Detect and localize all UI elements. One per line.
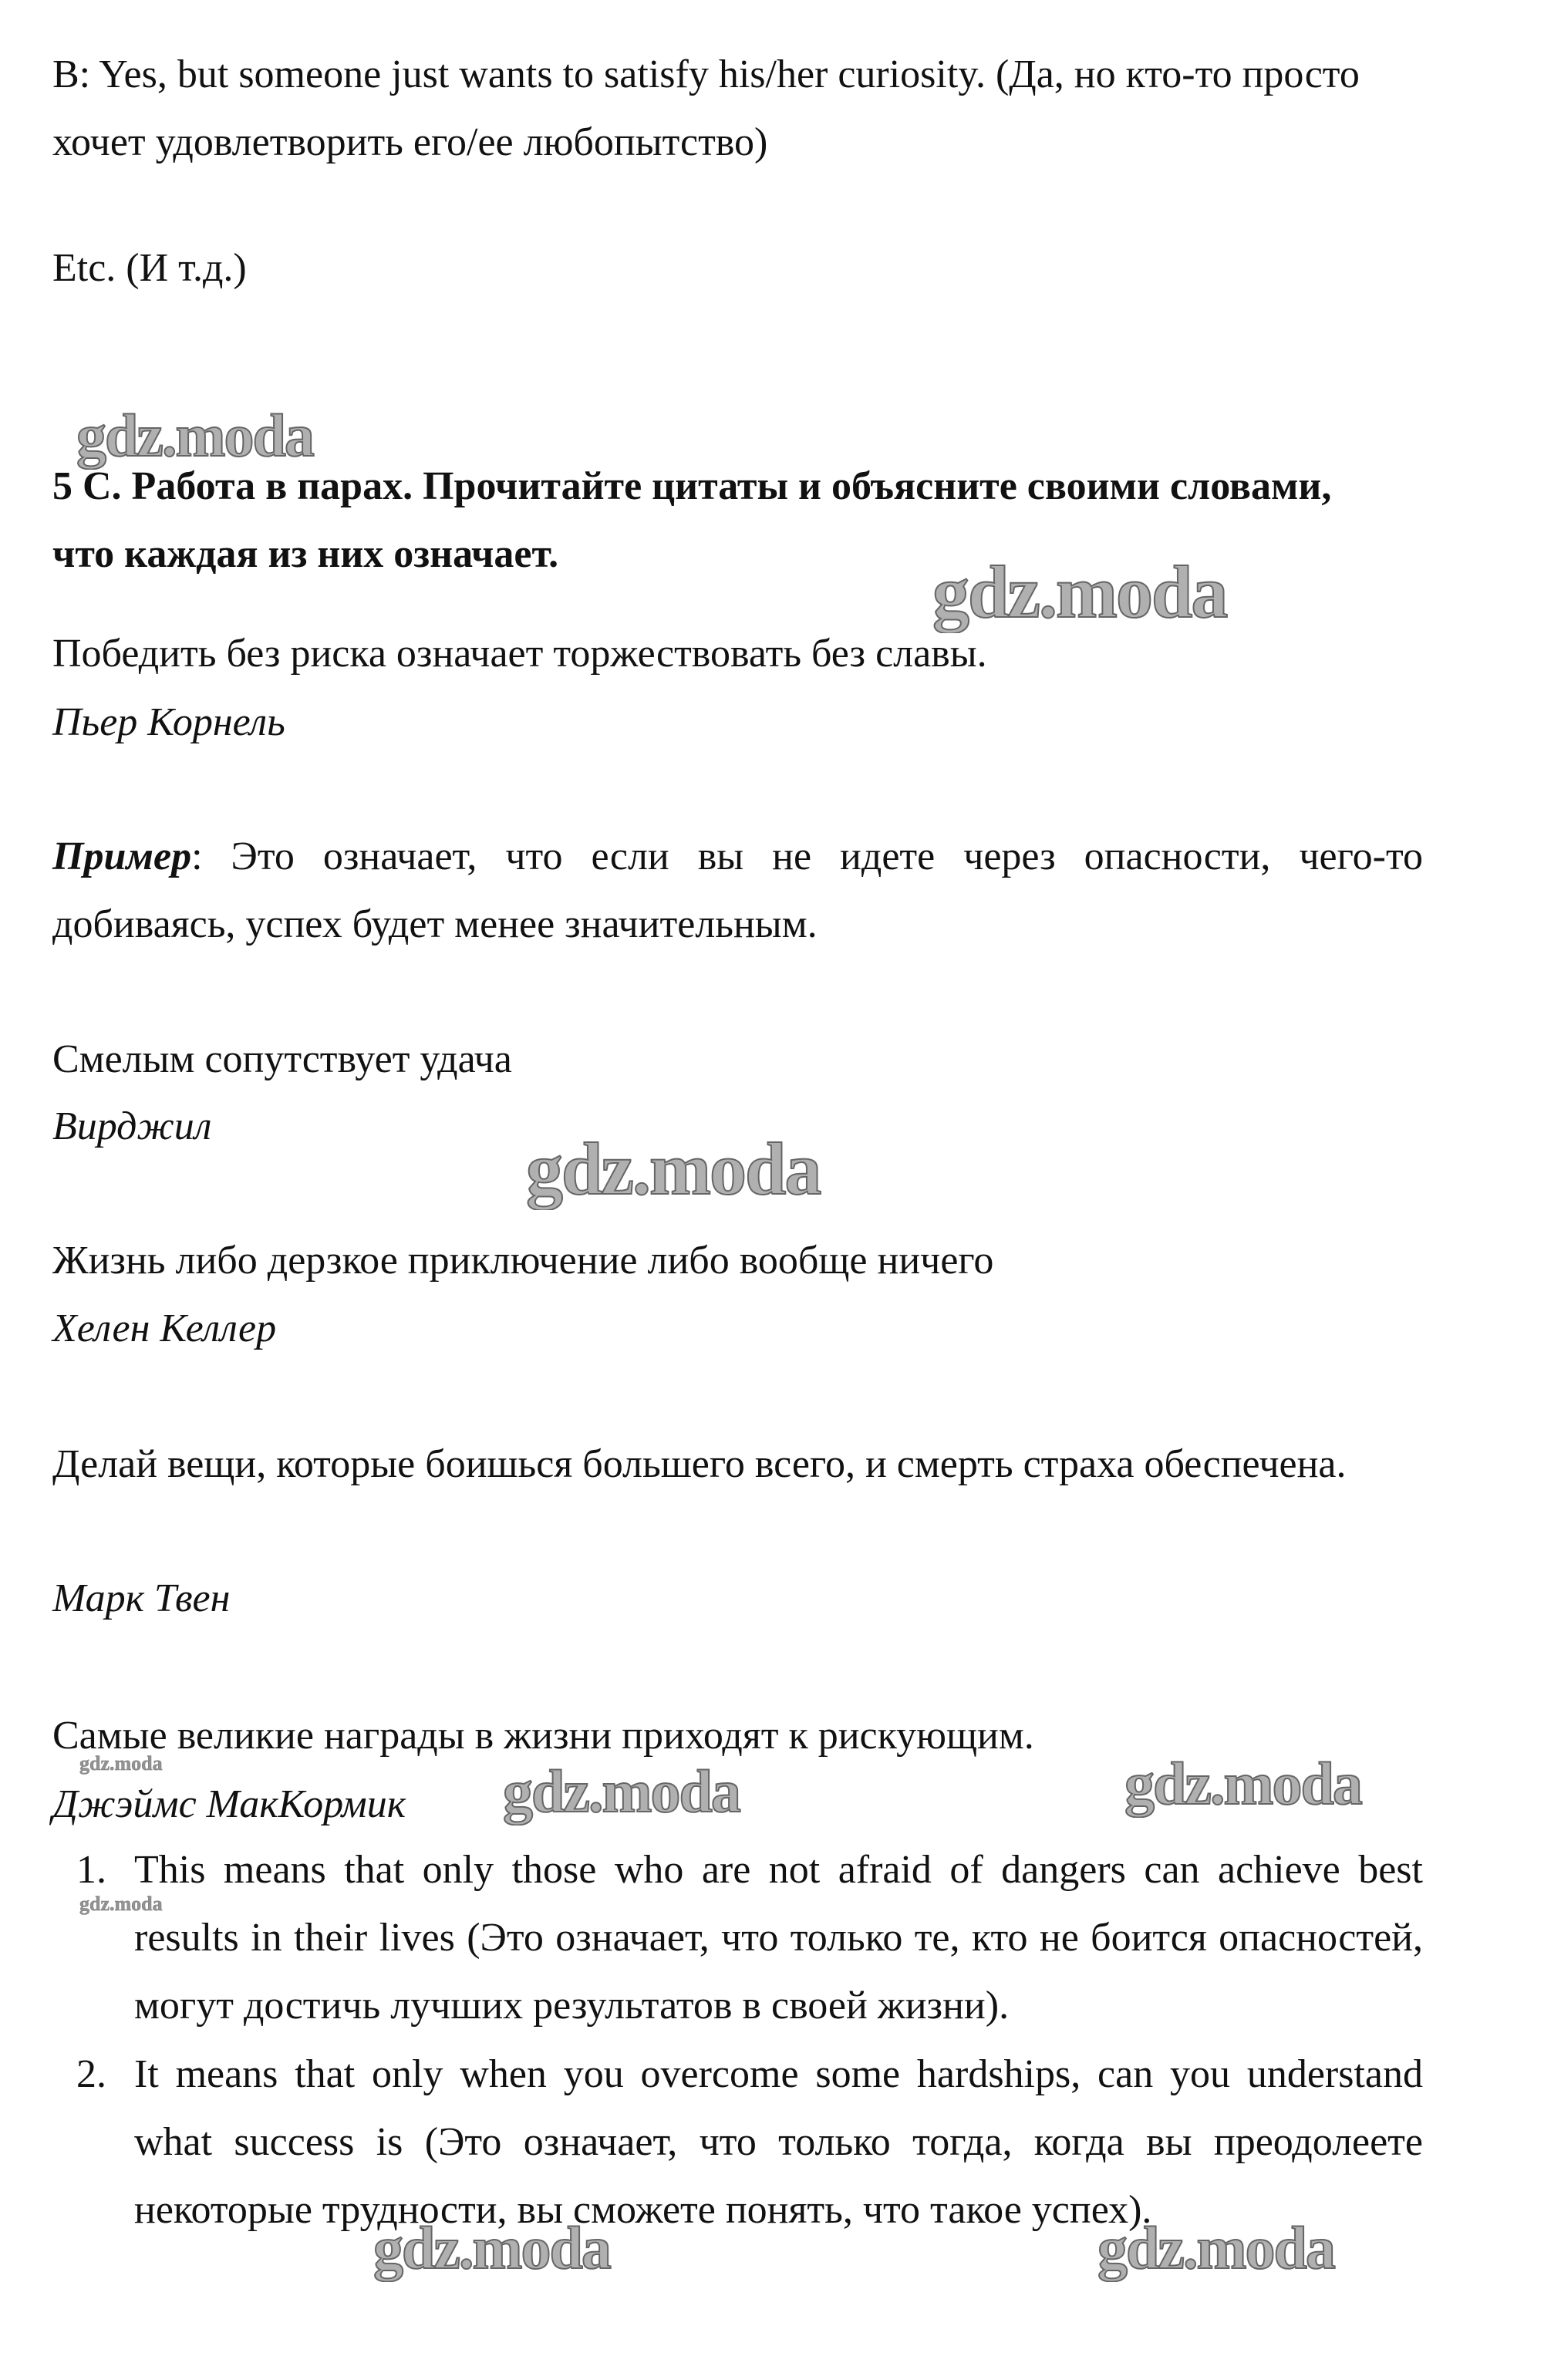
quote-author: Марк Твен <box>52 1576 231 1620</box>
watermark-logo: gdz.moda <box>932 551 1227 633</box>
quote-text: Победить без риска означает торжествовать без славы. <box>52 632 987 676</box>
watermark-logo: gdz.moda <box>76 402 313 469</box>
quote-author: Джэймс МакКормик <box>52 1782 406 1826</box>
example-paragraph <box>52 823 1423 959</box>
quote-text: Самые великие награды в жизни приходят к рискующим. <box>52 1714 1034 1758</box>
watermark-logo: gdz.moda <box>373 2214 610 2281</box>
watermark-logo: gdz.moda <box>1097 2214 1334 2281</box>
quote-author: Пьер Корнель <box>52 700 285 744</box>
dialogue-etc: Etc. (И т.д.) <box>52 246 247 290</box>
answer-number: 1. <box>76 1848 106 1892</box>
answer-item <box>76 1836 1423 2040</box>
example-text: : Это означает, что если вы не идете через опасности, чего-то добиваясь, успех будет менее значительным. <box>52 834 1423 946</box>
watermark-logo: gdz.moda <box>1124 1750 1361 1817</box>
quote-text: Делай вещи, которые боишься большего всего, и смерть страха обеспечена. <box>52 1442 1347 1486</box>
watermark-logo: gdz.moda <box>526 1128 821 1210</box>
example-label: Пример <box>52 834 192 878</box>
answer-text: It means that only when you overcome some hardships, can you understand what success is (Это означает, что только тогда, когда вы преодолеете некоторые трудности, вы сможете понять, что такое успех). <box>134 2052 1423 2232</box>
watermark-logo: gdz.moda <box>79 1752 163 1775</box>
dialogue-line-b: B: Yes, but someone just wants to satisfy his/her curiosity. (Да, но кто-то просто хочет удовлетворить его/ее любопытство) <box>52 52 1360 164</box>
task-heading: 5 C. Работа в парах. Прочитайте цитаты и объясните своими словами, что каждая из них означает. <box>52 464 1332 576</box>
answer-number: 2. <box>76 2052 106 2096</box>
answer-text: This means that only those who are not afraid of dangers can achieve best results in their lives (Это означает, что только те, кто не боится опасностей, могут достичь лучших результатов в своей жизни). <box>134 1848 1423 2028</box>
quote-text: Смелым сопутствует удача <box>52 1037 512 1081</box>
watermark-logo: gdz.moda <box>79 1893 163 1915</box>
quote-author: Хелен Келлер <box>52 1306 277 1350</box>
quote-text: Жизнь либо дерзкое приключение либо вообще ничего <box>52 1239 994 1283</box>
quote-author: Вирджил <box>52 1104 212 1148</box>
watermark-logo: gdz.moda <box>503 1758 740 1825</box>
